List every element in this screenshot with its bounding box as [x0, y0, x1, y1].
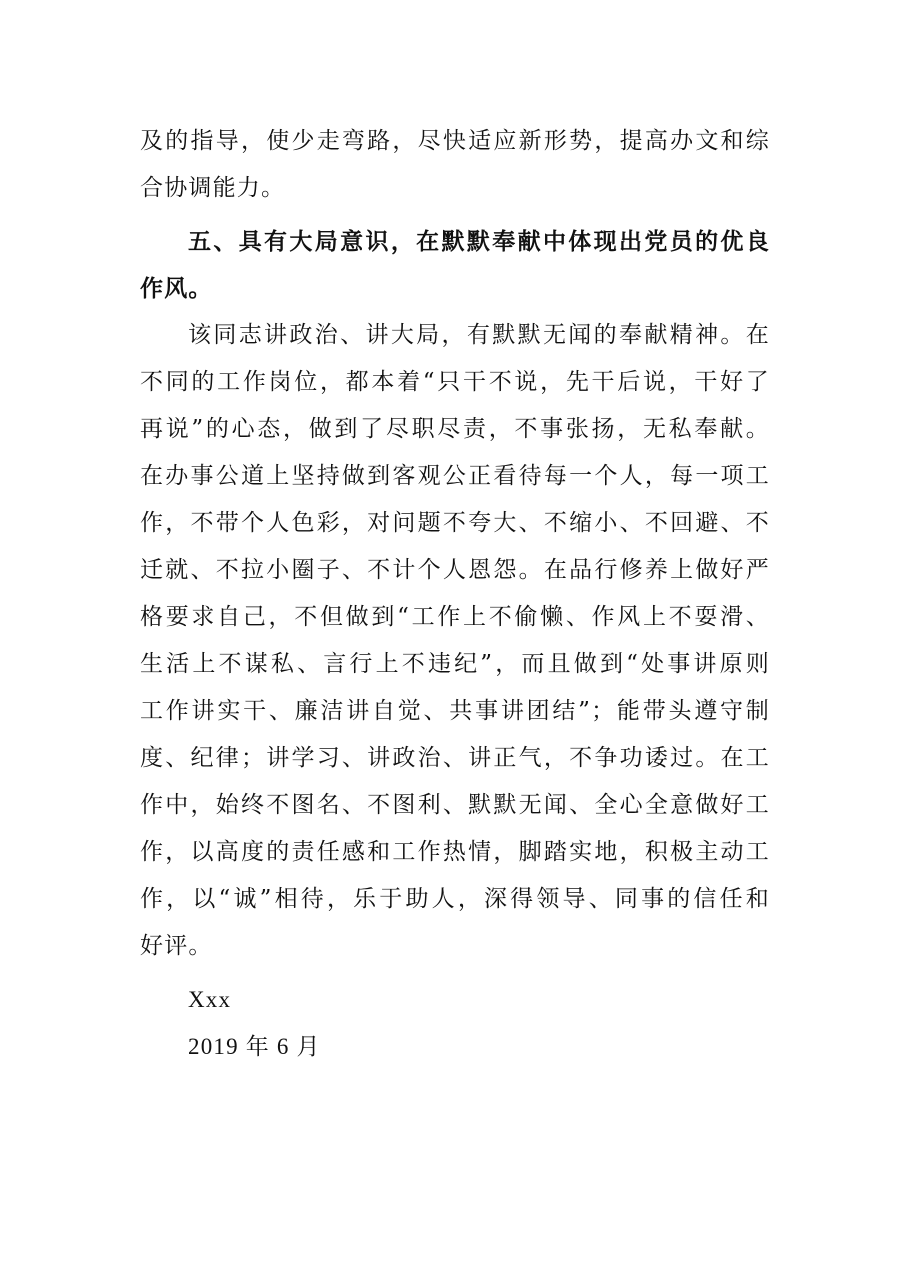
paragraph-line: 作，不带个人色彩，对问题不夸大、不缩小、不回避、不 [140, 510, 770, 536]
paragraph-line: 作，以高度的责任感和工作热情，脚踏实地，积极主动工 [140, 839, 770, 865]
signature-date: 2019 年 6 月 [188, 1034, 321, 1059]
paragraph-line: 在办事公道上坚持做到客观公正看待每一个人，每一项工 [140, 463, 770, 489]
paragraph-line: 格要求自己，不但做到“工作上不偷懒、作风上不耍滑、 [140, 604, 770, 630]
paragraph-line: 工作讲实干、廉洁讲自觉、共事讲团结”；能带头遵守制 [140, 698, 770, 724]
signature-block [140, 976, 770, 1070]
section-heading: 作风。 [140, 275, 213, 302]
paragraph-line: 再说”的心态，做到了尽职尽责，不事张扬，无私奉献。 [140, 416, 770, 442]
paragraph-line: 合协调能力。 [140, 175, 286, 201]
paragraph-line: 该同志讲政治、讲大局，有默默无闻的奉献精神。在 [188, 322, 770, 348]
paragraph-line: 不同的工作岗位，都本着“只干不说，先干后说，干好了 [140, 369, 770, 395]
paragraph-line: 好评。 [140, 933, 213, 959]
paragraph-line: 作，以“诚”相待，乐于助人，深得领导、同事的信任和 [140, 886, 770, 912]
paragraph-line: 及的指导，使少走弯路，尽快适应新形势，提高办文和综 [140, 128, 770, 154]
signature-name: Xxx [188, 987, 232, 1012]
paragraph-line: 度、纪律；讲学习、讲政治、讲正气，不争功诿过。在工 [140, 745, 770, 771]
paragraph-line: 生活上不谋私、言行上不违纪”，而且做到“处事讲原则 [140, 651, 770, 677]
document-body [140, 118, 770, 1070]
section-heading: 五、具有大局意识，在默默奉献中体现出党员的优良 [188, 228, 770, 255]
paragraph-line: 迁就、不拉小圈子、不计个人恩怨。在品行修养上做好严 [140, 557, 770, 583]
paragraph-line: 作中，始终不图名、不图利、默默无闻、全心全意做好工 [140, 792, 770, 818]
